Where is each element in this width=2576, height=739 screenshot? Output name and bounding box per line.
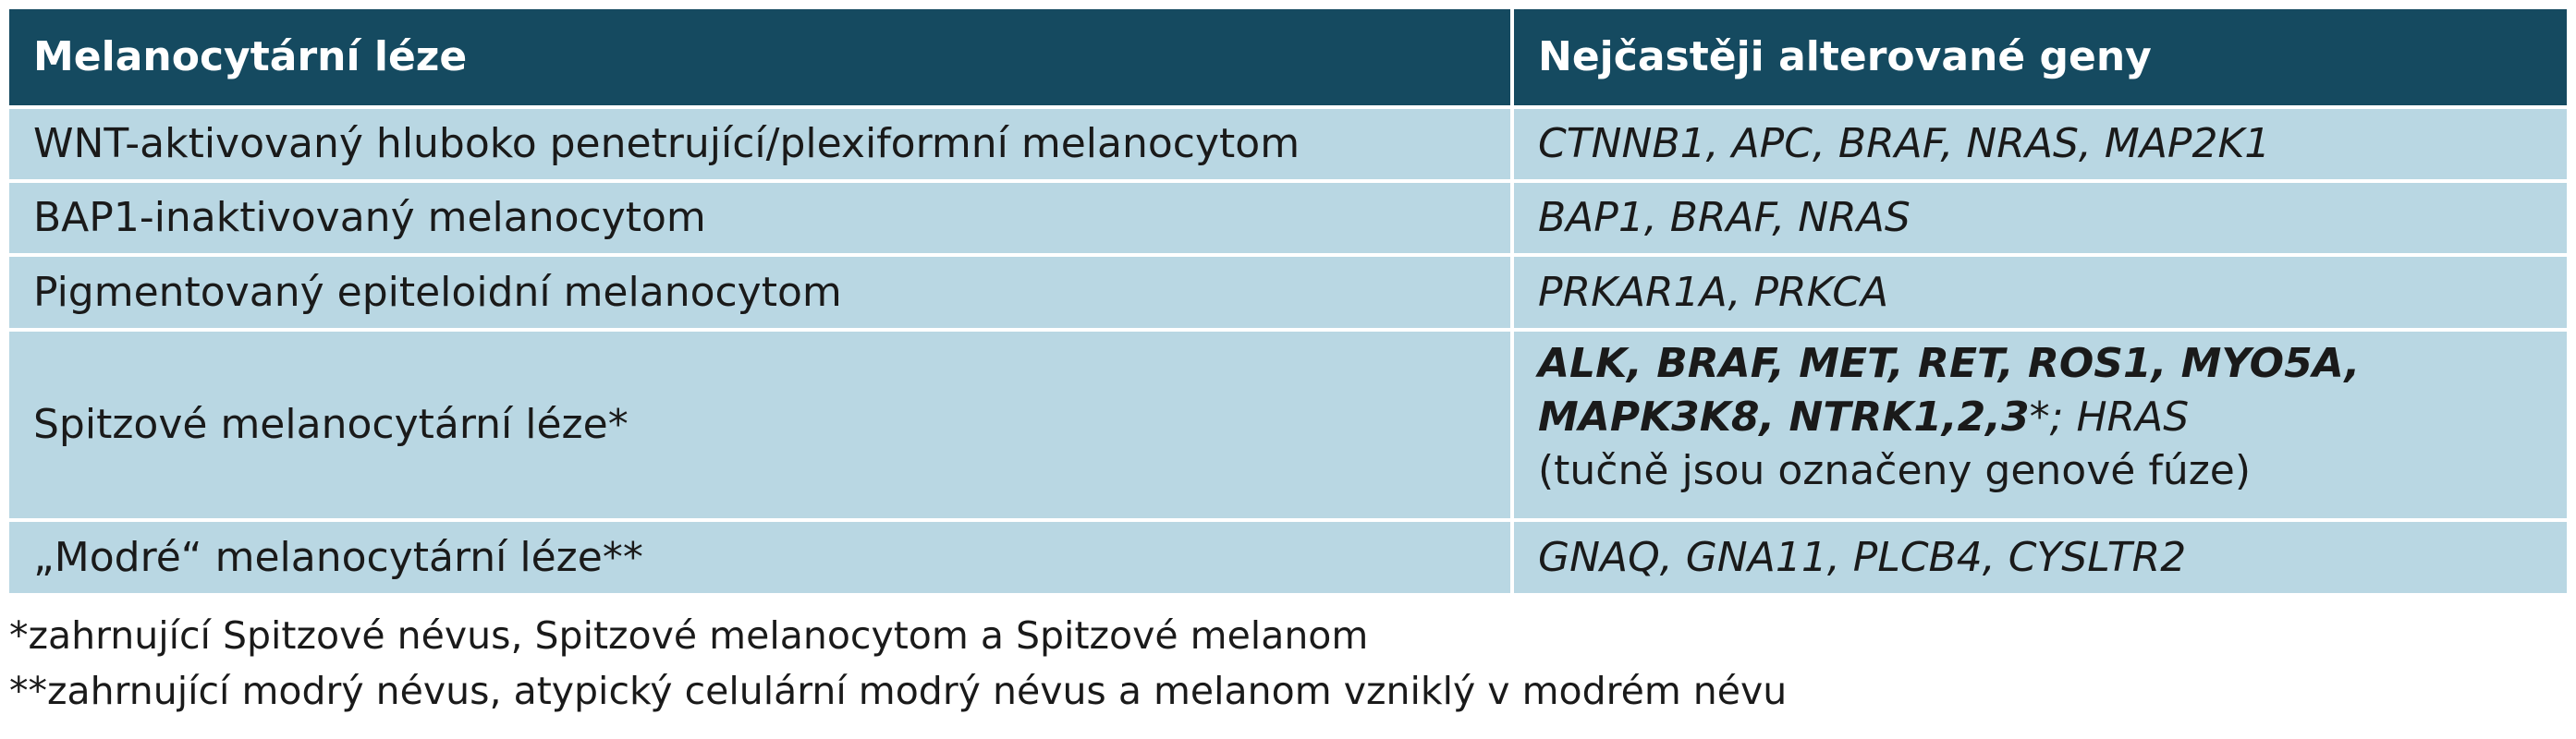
genes-cell: CTNNB1, APC, BRAF, NRAS, MAP2K1 <box>1514 105 2567 179</box>
genes-cell: PRKAR1A, PRKCA <box>1514 253 2567 328</box>
lesion-cell: WNT-aktivovaný hluboko penetrující/plexiformní melanocytom <box>9 105 1514 179</box>
table-row <box>9 253 2567 328</box>
header-lesion: Melanocytární léze <box>9 9 1514 105</box>
lesion-cell: BAP1-inaktivovaný melanocytom <box>9 179 1514 253</box>
lesion-cell: „Modré“ melanocytární léze** <box>9 518 1514 593</box>
header-genes: Nejčastěji alterované geny <box>1514 9 2567 105</box>
table-row <box>9 518 2567 593</box>
footnote-blue: **zahrnující modrý névus, atypický celulární modrý névus a melanom vzniklý v modrém névu <box>9 669 1788 713</box>
fusion-note: (tučně jsou označeny genové fúze) <box>1538 447 2252 494</box>
other-genes: *; HRAS <box>2029 394 2190 441</box>
table-row <box>9 105 2567 179</box>
genes-cell: GNAQ, GNA11, PLCB4, CYSLTR2 <box>1514 518 2567 593</box>
lesion-cell: Spitzové melanocytární léze* <box>9 328 1514 518</box>
table-header-row <box>9 9 2567 105</box>
genes-cell <box>1514 328 2567 518</box>
fusion-genes-line-1: ALK, BRAF, MET, RET, ROS1, MYO5A, <box>1538 340 2361 387</box>
fusion-genes-line-2: MAPK3K8, NTRK1,2,3 <box>1538 394 2030 441</box>
gene-alteration-table <box>9 9 2567 593</box>
genes-cell: BAP1, BRAF, NRAS <box>1514 179 2567 253</box>
table-row <box>9 179 2567 253</box>
lesion-cell: Pigmentovaný epiteloidní melanocytom <box>9 253 1514 328</box>
footnote-spitz: *zahrnující Spitzové névus, Spitzové melanocytom a Spitzové melanom <box>9 613 1369 658</box>
table-row <box>9 328 2567 518</box>
